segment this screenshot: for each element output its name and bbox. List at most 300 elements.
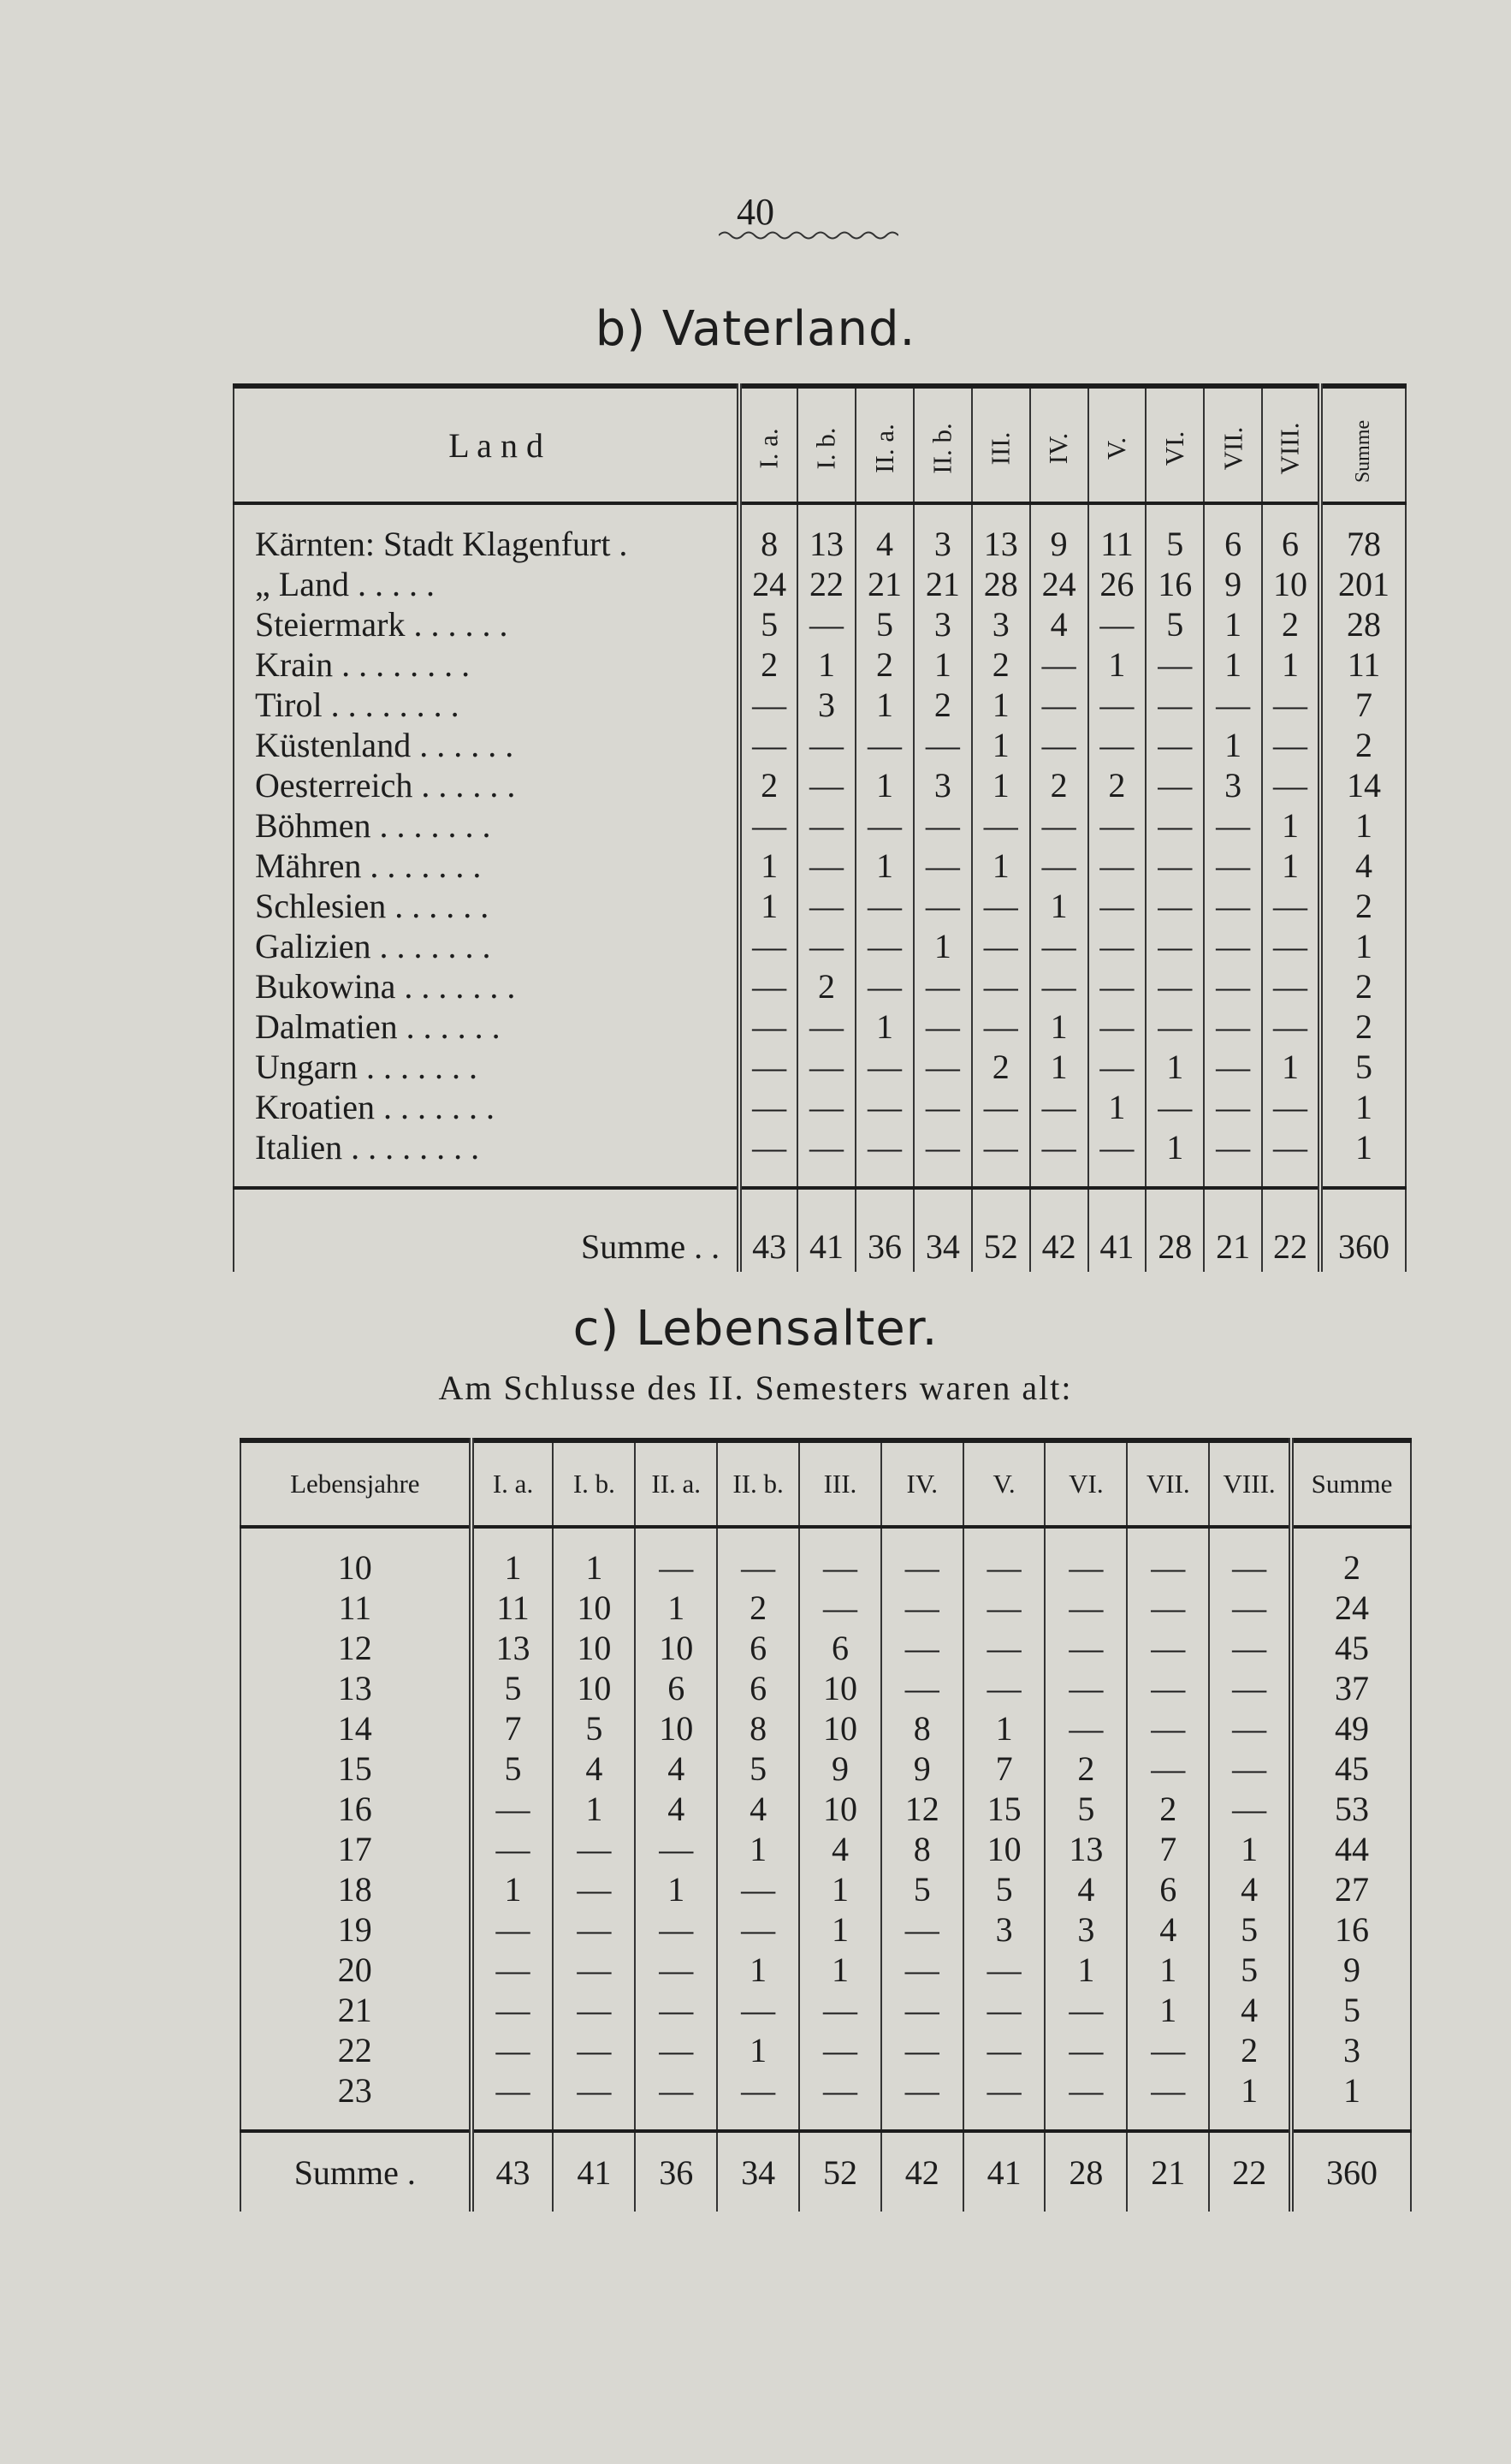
value-cell: — — [717, 1869, 799, 1909]
value-cell: 7 — [471, 1708, 554, 1749]
class-header: II. a. — [868, 423, 899, 473]
value-cell: 6 — [799, 1628, 881, 1668]
value-cell: — — [797, 846, 856, 886]
value-cell: 8 — [739, 524, 797, 564]
sum-value: 43 — [739, 1188, 797, 1272]
value-cell: 6 — [717, 1668, 799, 1708]
value-cell: 1 — [1204, 644, 1262, 685]
value-cell: — — [1204, 1087, 1262, 1127]
class-header: III. — [985, 431, 1016, 465]
value-cell: 9 — [881, 1749, 963, 1789]
value-cell: — — [881, 1628, 963, 1668]
summe-cell: 45 — [1291, 1628, 1411, 1668]
value-cell: 1 — [1088, 644, 1147, 685]
value-cell: — — [1209, 1547, 1291, 1588]
value-cell: 3 — [1204, 765, 1262, 805]
value-cell: 3 — [914, 524, 972, 564]
vaterland-table — [233, 383, 1407, 1272]
sum-total: 360 — [1320, 1188, 1406, 1272]
value-cell: — — [1088, 1047, 1147, 1087]
value-cell: 2 — [856, 644, 914, 685]
age-label: 23 — [337, 2071, 372, 2110]
summe-cell: 5 — [1291, 1990, 1411, 2030]
value-cell: 1 — [1262, 644, 1320, 685]
value-cell: — — [635, 1547, 717, 1588]
value-cell: — — [856, 1087, 914, 1127]
value-cell: — — [914, 1047, 972, 1087]
table-row — [234, 886, 1406, 926]
value-cell: 24 — [739, 564, 797, 604]
value-cell: 11 — [471, 1588, 554, 1628]
sum-value: 21 — [1127, 2131, 1209, 2212]
table-row — [234, 1006, 1406, 1047]
value-cell: — — [553, 1829, 635, 1869]
value-cell: 5 — [881, 1869, 963, 1909]
class-header: III. — [799, 1440, 881, 1527]
table-row — [234, 564, 1406, 604]
value-cell: — — [1127, 2070, 1209, 2111]
value-cell: — — [799, 1588, 881, 1628]
value-cell: — — [1262, 1006, 1320, 1047]
table-row — [234, 524, 1406, 564]
summe-cell: 7 — [1320, 685, 1406, 725]
value-cell: 2 — [972, 1047, 1030, 1087]
value-cell: — — [963, 1628, 1046, 1668]
value-cell: — — [856, 926, 914, 966]
value-cell: 1 — [914, 644, 972, 685]
summe-cell: 53 — [1291, 1789, 1411, 1829]
value-cell: — — [1088, 725, 1147, 765]
value-cell: 21 — [856, 564, 914, 604]
table-row — [240, 1869, 1411, 1909]
class-header: I. b. — [811, 426, 842, 470]
value-cell: 1 — [717, 1950, 799, 1990]
value-cell: — — [1146, 926, 1204, 966]
land-label: Galizien . . . . . . . — [255, 927, 491, 965]
value-cell: — — [856, 725, 914, 765]
sum-value: 22 — [1262, 1188, 1320, 1272]
lebensalter-title: c) Lebensalter. — [572, 1301, 939, 1357]
age-label: 18 — [337, 1870, 372, 1909]
value-cell: — — [717, 1909, 799, 1950]
value-cell: — — [1088, 966, 1147, 1006]
value-cell: 5 — [471, 1749, 554, 1789]
value-cell: — — [1204, 805, 1262, 846]
value-cell: — — [1127, 1588, 1209, 1628]
summe-cell: 201 — [1320, 564, 1406, 604]
table-row — [240, 1547, 1411, 1588]
sum-value: 42 — [881, 2131, 963, 2212]
value-cell: 4 — [1045, 1869, 1127, 1909]
value-cell: 1 — [1127, 1990, 1209, 2030]
summe-cell: 2 — [1320, 886, 1406, 926]
value-cell: 1 — [963, 1708, 1046, 1749]
land-label: Krain . . . . . . . . — [255, 645, 471, 684]
value-cell: — — [1088, 846, 1147, 886]
value-cell: — — [963, 1588, 1046, 1628]
value-cell: 1 — [717, 1829, 799, 1869]
value-cell: 3 — [914, 765, 972, 805]
value-cell: — — [1262, 926, 1320, 966]
value-cell: 7 — [963, 1749, 1046, 1789]
value-cell: — — [739, 926, 797, 966]
class-header: I. a. — [471, 1440, 554, 1527]
value-cell: 1 — [1262, 846, 1320, 886]
summe-cell: 14 — [1320, 765, 1406, 805]
value-cell: — — [1146, 966, 1204, 1006]
class-header: VIII. — [1209, 1440, 1291, 1527]
value-cell: 16 — [1146, 564, 1204, 604]
value-cell: 2 — [1088, 765, 1147, 805]
value-cell: 1 — [471, 1547, 554, 1588]
summe-cell: 1 — [1320, 805, 1406, 846]
value-cell: — — [1127, 1749, 1209, 1789]
value-cell: — — [1088, 1127, 1147, 1167]
age-label: 11 — [338, 1588, 372, 1627]
summe-cell: 5 — [1320, 1047, 1406, 1087]
value-cell: — — [963, 2070, 1046, 2111]
value-cell: — — [914, 1087, 972, 1127]
value-cell: — — [739, 725, 797, 765]
value-cell: — — [1146, 805, 1204, 846]
value-cell: — — [799, 1990, 881, 2030]
value-cell: 4 — [635, 1789, 717, 1829]
class-header: II. b. — [927, 422, 957, 474]
table-row — [240, 1668, 1411, 1708]
value-cell: 2 — [739, 765, 797, 805]
value-cell: 22 — [797, 564, 856, 604]
value-cell: — — [797, 886, 856, 926]
value-cell: 4 — [1209, 1990, 1291, 2030]
sum-value: 52 — [972, 1188, 1030, 1272]
age-label: 10 — [337, 1548, 372, 1587]
value-cell: — — [553, 1990, 635, 2030]
value-cell: — — [1262, 765, 1320, 805]
value-cell: 6 — [1204, 524, 1262, 564]
value-cell: — — [1262, 886, 1320, 926]
value-cell: 3 — [914, 604, 972, 644]
value-cell: — — [1045, 1708, 1127, 1749]
age-label: 20 — [337, 1950, 372, 1989]
value-cell: 1 — [739, 886, 797, 926]
value-cell: 1 — [856, 1006, 914, 1047]
value-cell: 5 — [1146, 604, 1204, 644]
value-cell: — — [797, 926, 856, 966]
value-cell: 5 — [1209, 1950, 1291, 1990]
value-cell: — — [739, 1047, 797, 1087]
value-cell: — — [881, 1950, 963, 1990]
value-cell: — — [1204, 966, 1262, 1006]
value-cell: — — [553, 2070, 635, 2111]
value-cell: — — [914, 846, 972, 886]
value-cell: — — [635, 2030, 717, 2070]
value-cell: 2 — [797, 966, 856, 1006]
value-cell: 5 — [963, 1869, 1046, 1909]
value-cell: 1 — [799, 1909, 881, 1950]
value-cell: — — [739, 1087, 797, 1127]
value-cell: — — [1045, 2030, 1127, 2070]
value-cell: 10 — [553, 1668, 635, 1708]
summe-cell: 45 — [1291, 1749, 1411, 1789]
value-cell: — — [553, 1869, 635, 1909]
value-cell: 1 — [553, 1789, 635, 1829]
value-cell: 5 — [717, 1749, 799, 1789]
value-cell: — — [471, 1829, 554, 1869]
value-cell: — — [471, 1950, 554, 1990]
value-cell: 1 — [1209, 1829, 1291, 1869]
value-cell: 5 — [1146, 524, 1204, 564]
value-cell: 2 — [1045, 1749, 1127, 1789]
value-cell: — — [1045, 1990, 1127, 2030]
land-label: Tirol . . . . . . . . — [255, 686, 459, 724]
sum-value: 41 — [797, 1188, 856, 1272]
table-row — [240, 1789, 1411, 1829]
class-header: VII. — [1218, 426, 1248, 470]
table-row — [240, 1950, 1411, 1990]
value-cell: — — [1204, 1127, 1262, 1167]
value-cell: — — [856, 966, 914, 1006]
land-column-header: L a n d — [234, 386, 739, 503]
value-cell: — — [471, 2070, 554, 2111]
value-cell: 1 — [972, 725, 1030, 765]
value-cell: 10 — [799, 1668, 881, 1708]
sum-value: 34 — [914, 1188, 972, 1272]
value-cell: 5 — [739, 604, 797, 644]
value-cell: 2 — [1127, 1789, 1209, 1829]
value-cell: — — [1209, 1588, 1291, 1628]
value-cell: — — [1030, 966, 1088, 1006]
value-cell: — — [1030, 725, 1088, 765]
value-cell: — — [881, 1588, 963, 1628]
value-cell: — — [972, 966, 1030, 1006]
sum-value: 36 — [635, 2131, 717, 2212]
value-cell: — — [1146, 765, 1204, 805]
value-cell: 4 — [856, 524, 914, 564]
value-cell: — — [963, 1547, 1046, 1588]
value-cell: — — [1127, 1708, 1209, 1749]
class-header: V. — [963, 1440, 1046, 1527]
value-cell: 8 — [881, 1829, 963, 1869]
value-cell: — — [797, 805, 856, 846]
value-cell: 2 — [914, 685, 972, 725]
value-cell: — — [1030, 926, 1088, 966]
table-row — [240, 1708, 1411, 1749]
value-cell: 3 — [963, 1909, 1046, 1950]
value-cell: 2 — [717, 1588, 799, 1628]
value-cell: — — [1204, 1047, 1262, 1087]
value-cell: — — [1127, 2030, 1209, 2070]
value-cell: 3 — [1045, 1909, 1127, 1950]
lebensalter-header-row — [240, 1440, 1411, 1527]
value-cell: 2 — [1209, 2030, 1291, 2070]
summe-cell: 37 — [1291, 1668, 1411, 1708]
value-cell: 12 — [881, 1789, 963, 1829]
value-cell: 3 — [972, 604, 1030, 644]
land-label: Ungarn . . . . . . . — [255, 1048, 477, 1086]
value-cell: 2 — [972, 644, 1030, 685]
value-cell: — — [1088, 886, 1147, 926]
value-cell: — — [1204, 886, 1262, 926]
value-cell: 1 — [1030, 1006, 1088, 1047]
table-row — [234, 1047, 1406, 1087]
value-cell: — — [1209, 1668, 1291, 1708]
value-cell: 10 — [799, 1789, 881, 1829]
value-cell: — — [1262, 725, 1320, 765]
value-cell: — — [717, 2070, 799, 2111]
summe-cell: 28 — [1320, 604, 1406, 644]
value-cell: — — [799, 2030, 881, 2070]
sum-value: 41 — [963, 2131, 1046, 2212]
sum-label: Summe . . — [234, 1188, 739, 1272]
value-cell: 1 — [972, 685, 1030, 725]
class-header: VI. — [1045, 1440, 1127, 1527]
value-cell: 1 — [471, 1869, 554, 1909]
value-cell: — — [972, 1087, 1030, 1127]
value-cell: 1 — [799, 1869, 881, 1909]
value-cell: — — [797, 1087, 856, 1127]
table-row — [240, 1909, 1411, 1950]
value-cell: 1 — [856, 685, 914, 725]
value-cell: — — [797, 1127, 856, 1167]
table-row — [240, 1628, 1411, 1668]
sum-value: 43 — [471, 2131, 554, 2212]
value-cell: — — [881, 2070, 963, 2111]
value-cell: 8 — [881, 1708, 963, 1749]
value-cell: — — [1030, 685, 1088, 725]
value-cell: — — [881, 1547, 963, 1588]
value-cell: 8 — [717, 1708, 799, 1749]
value-cell: — — [914, 966, 972, 1006]
value-cell: 11 — [1088, 524, 1147, 564]
table-row — [240, 2030, 1411, 2070]
value-cell: — — [1127, 1668, 1209, 1708]
sum-row — [234, 1188, 1406, 1272]
age-label: 22 — [337, 2031, 372, 2069]
value-cell: 1 — [635, 1869, 717, 1909]
value-cell: — — [739, 805, 797, 846]
value-cell: — — [914, 805, 972, 846]
sum-value: 28 — [1045, 2131, 1127, 2212]
value-cell: — — [881, 1909, 963, 1950]
age-label: 13 — [337, 1669, 372, 1707]
summe-cell: 1 — [1320, 1127, 1406, 1167]
value-cell: — — [972, 805, 1030, 846]
value-cell: — — [1146, 725, 1204, 765]
value-cell: — — [717, 1990, 799, 2030]
value-cell: 26 — [1088, 564, 1147, 604]
summe-cell: 3 — [1291, 2030, 1411, 2070]
value-cell: 5 — [856, 604, 914, 644]
table-row — [240, 1829, 1411, 1869]
value-cell: — — [635, 2070, 717, 2111]
value-cell: 15 — [963, 1789, 1046, 1829]
value-cell: — — [471, 1909, 554, 1950]
value-cell: 1 — [553, 1547, 635, 1588]
value-cell: 1 — [1045, 1950, 1127, 1990]
value-cell: 1 — [1030, 1047, 1088, 1087]
value-cell: — — [739, 1006, 797, 1047]
class-header: I. b. — [553, 1440, 635, 1527]
value-cell: — — [797, 1006, 856, 1047]
class-header: VIII. — [1275, 421, 1306, 475]
value-cell: 5 — [1209, 1909, 1291, 1950]
value-cell: — — [1088, 926, 1147, 966]
table-row — [240, 1990, 1411, 2030]
table-row — [240, 1588, 1411, 1628]
value-cell: — — [856, 1127, 914, 1167]
sum-value: 42 — [1030, 1188, 1088, 1272]
value-cell: — — [635, 1990, 717, 2030]
value-cell: — — [1030, 644, 1088, 685]
land-label: Oesterreich . . . . . . — [255, 766, 516, 805]
value-cell: — — [972, 1006, 1030, 1047]
summe-cell: 49 — [1291, 1708, 1411, 1749]
value-cell: — — [972, 886, 1030, 926]
value-cell: 7 — [1127, 1829, 1209, 1869]
age-label: 15 — [337, 1749, 372, 1788]
value-cell: — — [881, 1668, 963, 1708]
summe-cell: 27 — [1291, 1869, 1411, 1909]
age-label: 21 — [337, 1991, 372, 2029]
value-cell: 6 — [1262, 524, 1320, 564]
value-cell: 4 — [1209, 1869, 1291, 1909]
value-cell: 2 — [739, 644, 797, 685]
sum-value: 28 — [1146, 1188, 1204, 1272]
table-row — [234, 644, 1406, 685]
summe-cell: 9 — [1291, 1950, 1411, 1990]
value-cell: — — [1045, 1588, 1127, 1628]
summe-header: Summe — [1352, 419, 1375, 483]
summe-cell: 78 — [1320, 524, 1406, 564]
summe-cell: 16 — [1291, 1909, 1411, 1950]
value-cell: — — [1204, 1006, 1262, 1047]
value-cell: 13 — [797, 524, 856, 564]
value-cell: — — [739, 685, 797, 725]
value-cell: 1 — [1262, 805, 1320, 846]
summe-cell: 2 — [1320, 1006, 1406, 1047]
value-cell: — — [717, 1547, 799, 1588]
land-label: Küstenland . . . . . . — [255, 726, 514, 764]
value-cell: — — [1146, 685, 1204, 725]
value-cell: — — [1146, 1087, 1204, 1127]
value-cell: 5 — [553, 1708, 635, 1749]
land-label: Steiermark . . . . . . — [255, 605, 508, 644]
class-header: V. — [1101, 436, 1132, 460]
value-cell: 24 — [1030, 564, 1088, 604]
value-cell: 10 — [635, 1708, 717, 1749]
age-label: 19 — [337, 1910, 372, 1949]
value-cell: — — [553, 1950, 635, 1990]
value-cell: — — [797, 765, 856, 805]
table-row — [234, 926, 1406, 966]
sum-row — [240, 2131, 1411, 2212]
sum-total: 360 — [1291, 2131, 1411, 2212]
value-cell: — — [1262, 1087, 1320, 1127]
value-cell: 4 — [1127, 1909, 1209, 1950]
value-cell: 3 — [797, 685, 856, 725]
value-cell: — — [1204, 926, 1262, 966]
value-cell: — — [856, 886, 914, 926]
value-cell: — — [1209, 1749, 1291, 1789]
vaterland-title: b) Vaterland. — [595, 301, 916, 357]
value-cell: — — [1045, 1547, 1127, 1588]
summe-cell: 44 — [1291, 1829, 1411, 1869]
summe-cell: 11 — [1320, 644, 1406, 685]
value-cell: — — [1262, 685, 1320, 725]
value-cell: 4 — [717, 1789, 799, 1829]
value-cell: 2 — [1262, 604, 1320, 644]
value-cell: — — [1146, 846, 1204, 886]
